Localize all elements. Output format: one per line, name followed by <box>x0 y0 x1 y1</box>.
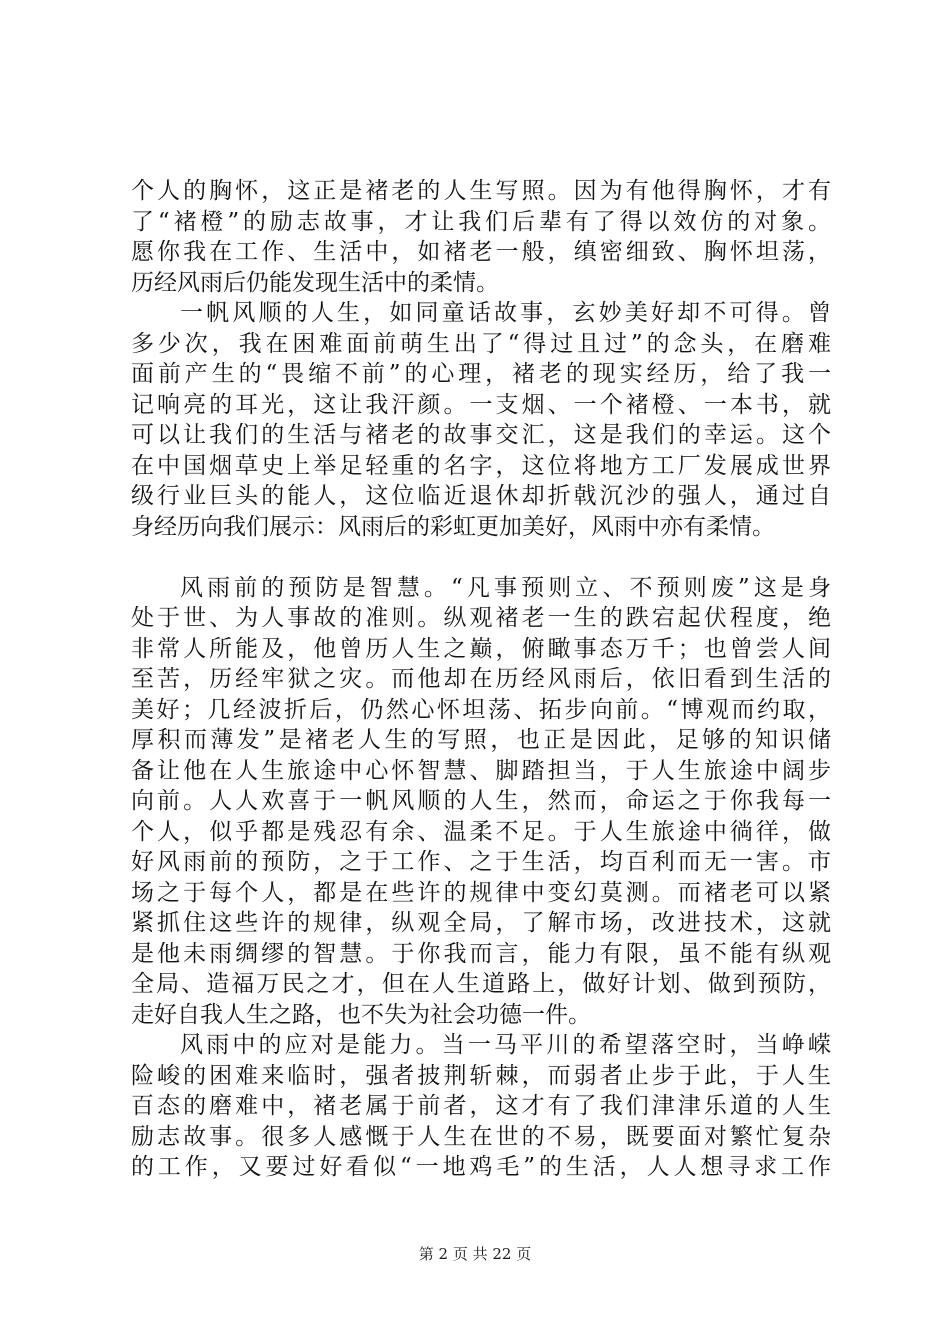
text-line: 愿你我在工作、生活中，如褚老一般，缜密细致、胸怀坦荡， <box>131 239 831 265</box>
text-line: 了“褚橙”的励志故事，才让我们后辈有了得以效仿的对象。 <box>131 208 831 235</box>
text-line: 一帆风顺的人生，如同童话故事，玄妙美好却不可得。曾 <box>180 300 831 326</box>
text-line: 级行业巨头的能人，这位临近退休却折戟沉沙的强人，通过自 <box>131 483 831 509</box>
text-line: 场之于每个人，都是在些许的规律中变幻莫测。而褚老可以紧 <box>131 879 831 906</box>
text-line: 个人的胸怀，这正是褚老的人生写照。因为有他得胸怀，才有 <box>131 178 831 204</box>
page-footer: 第 2 页 共 22 页 <box>418 1245 532 1263</box>
paragraph <box>131 573 831 1031</box>
text-line: 走好自我人生之路，也不失为社会功德一件。 <box>131 1001 591 1028</box>
text-line: 紧抓住这些许的规律，纵观全局，了解市场，改进技术，这就 <box>131 910 831 936</box>
paragraph <box>131 176 831 298</box>
text-line: 美好；几经波折后，仍然心怀坦荡、拓步向前。“博观而约取， <box>131 696 831 723</box>
text-line: 向前。人人欢喜于一帆风顺的人生，然而，命运之于你我每一 <box>131 788 831 814</box>
text-line: 非常人所能及，他曾历人生之巅，俯瞰事态万千；也曾尝人间 <box>131 635 831 662</box>
text-line: 至苦，历经牢狱之灾。而他却在历经风雨后，依旧看到生活的 <box>131 666 831 692</box>
document-body <box>131 176 831 1183</box>
text-line: 个人，似乎都是残忍有余、温柔不足。于人生旅途中徜徉，做 <box>131 818 831 845</box>
text-line: 风雨前的预防是智慧。“凡事预则立、不预则废”这是身 <box>180 574 831 601</box>
text-line: 风雨中的应对是能力。当一马平川的希望落空时，当峥嵘 <box>180 1032 831 1058</box>
text-line: 好风雨前的预防，之于工作、之于生活，均百利而无一害。市 <box>131 849 831 875</box>
text-line: 百态的磨难中，褚老属于前者，这才有了我们津津乐道的人生 <box>131 1093 831 1119</box>
text-line: 记响亮的耳光，这让我汗颜。一支烟、一个褚橙、一本书，就 <box>131 391 831 418</box>
text-line: 历经风雨后仍能发现生活中的柔情。 <box>131 269 499 296</box>
text-line: 可以让我们的生活与褚老的故事交汇，这是我们的幸运。这个 <box>131 422 831 448</box>
text-line: 是他未雨绸缪的智慧。于你我而言，能力有限，虽不能有纵观 <box>131 940 831 967</box>
text-line: 在中国烟草史上举足轻重的名字，这位将地方工厂发展成世界 <box>131 452 831 479</box>
paragraph <box>131 1030 831 1183</box>
text-line: 备让他在人生旅途中心怀智慧、脚踏担当，于人生旅途中阔步 <box>131 757 831 784</box>
text-line: 的工作，又要过好看似“一地鸡毛”的生活，人人想寻求工作 <box>131 1154 831 1180</box>
text-line: 全局、造福万民之才，但在人生道路上，做好计划、做到预防， <box>131 971 831 997</box>
text-line: 厚积而薄发”是褚老人生的写照，也正是因此，足够的知识储 <box>131 727 831 753</box>
paragraph-gap <box>131 542 831 573</box>
paragraph <box>131 298 831 542</box>
text-line: 险峻的困难来临时，强者披荆斩棘，而弱者止步于此，于人生 <box>131 1062 831 1089</box>
text-line: 励志故事。很多人感慨于人生在世的不易，既要面对繁忙复杂 <box>131 1123 831 1150</box>
text-line: 面前产生的“畏缩不前”的心理，褚老的现实经历，给了我一 <box>131 361 831 387</box>
text-line: 处于世、为人事故的准则。纵观褚老一生的跌宕起伏程度，绝 <box>131 605 831 631</box>
text-line: 身经历向我们展示：风雨后的彩虹更加美好，风雨中亦有柔情。 <box>131 513 775 540</box>
text-line: 多少次，我在困难面前萌生出了“得过且过”的念头，在磨难 <box>131 330 831 357</box>
